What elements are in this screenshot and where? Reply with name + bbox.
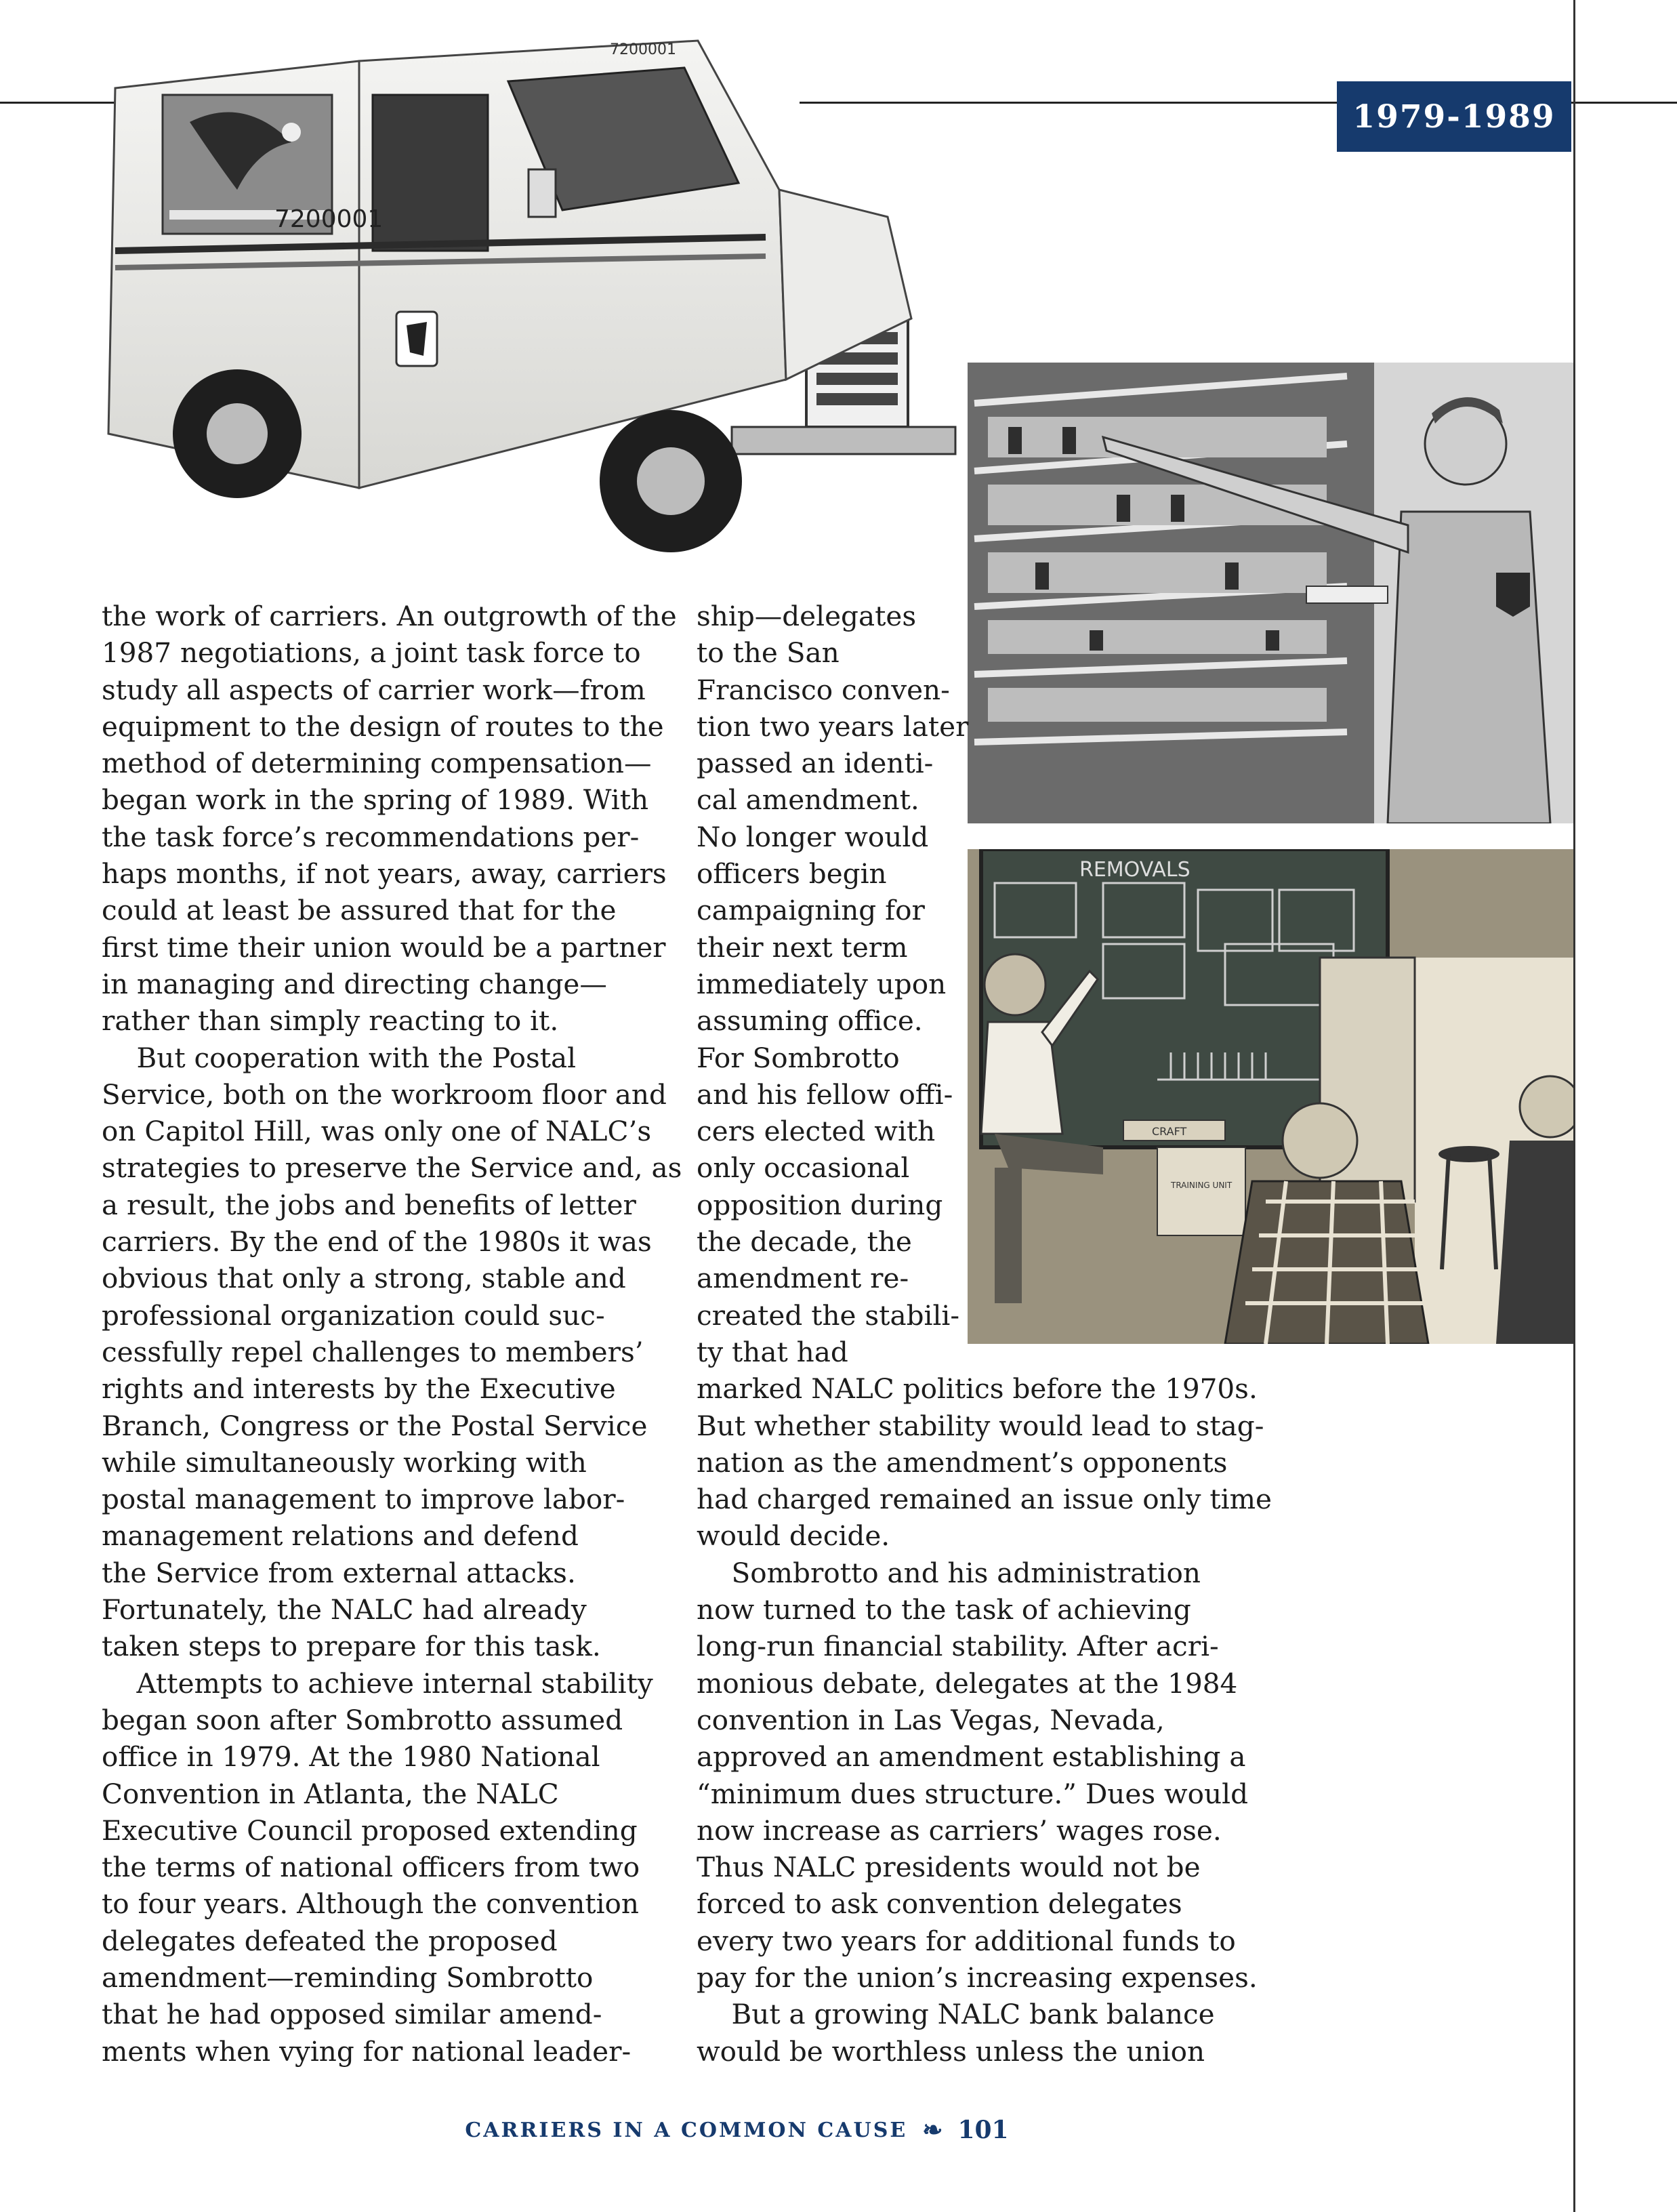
text-line: pay for the union’s increasing expenses. xyxy=(697,1961,1258,1994)
truck-number-side: 7200001 xyxy=(274,205,384,233)
truck-number-roof: 7200001 xyxy=(610,41,676,58)
page-number: 101 xyxy=(957,2116,1009,2144)
text-line: Sombrotto and his administration xyxy=(697,1556,1201,1589)
text-line: the terms of national officers from two xyxy=(102,1851,640,1884)
text-line: passed an identi- xyxy=(697,747,934,780)
text-line: while simultaneously working with xyxy=(102,1446,587,1479)
text-line: amendment re- xyxy=(697,1262,909,1295)
text-line: rather than simply reacting to it. xyxy=(102,1004,559,1038)
text-line: now increase as carriers’ wages rose. xyxy=(697,1814,1222,1847)
text-line: haps months, if not years, away, carriers xyxy=(102,857,667,890)
text-line: campaigning for xyxy=(697,894,925,927)
text-line: ments when vying for national leader- xyxy=(102,2034,632,2068)
text-line: officers begin xyxy=(697,857,887,890)
text-line: Attempts to achieve internal stability xyxy=(102,1666,653,1700)
text-line: tion two years later xyxy=(697,710,969,743)
text-line: in managing and directing change— xyxy=(102,967,607,1000)
text-line: approved an amendment establishing a xyxy=(697,1740,1246,1774)
text-line: and his fellow offi- xyxy=(697,1078,953,1111)
text-line: But a growing NALC bank balance xyxy=(697,1998,1215,2031)
text-line: But whether stability would lead to stag- xyxy=(697,1409,1264,1442)
text-line: their next term xyxy=(697,930,908,964)
text-line: equipment to the design of routes to the xyxy=(102,710,664,743)
text-line: delegates defeated the proposed xyxy=(102,1924,558,1957)
text-line: created the stabili- xyxy=(697,1298,960,1332)
text-line: began work in the spring of 1989. With xyxy=(102,783,649,817)
text-line: 1987 negotiations, a joint task force to xyxy=(102,636,641,670)
text-line: ship—delegates xyxy=(697,600,917,632)
text-line: began soon after Sombrotto assumed xyxy=(102,1703,623,1736)
text-line: taken steps to prepare for this task. xyxy=(102,1630,601,1663)
text-line: study all aspects of carrier work—from xyxy=(102,673,646,706)
text-line: could at least be assured that for the xyxy=(102,894,617,927)
text-line: forced to ask convention delegates xyxy=(697,1887,1182,1921)
text-line: every two years for additional funds to xyxy=(697,1924,1236,1957)
text-line: marked NALC politics before the 1970s. xyxy=(697,1372,1258,1406)
text-line: opposition during xyxy=(697,1188,943,1221)
text-line: convention in Las Vegas, Nevada, xyxy=(697,1703,1165,1736)
text-line: method of determining compensation— xyxy=(102,747,652,780)
text-line: Branch, Congress or the Postal Service xyxy=(102,1409,648,1442)
text-line: the decade, the xyxy=(697,1225,912,1258)
text-line: strategies to preserve the Service and, as xyxy=(102,1151,682,1185)
chalkboard-heading: REMOVALS xyxy=(1079,858,1191,882)
text-line: Thus NALC presidents would not be xyxy=(697,1851,1201,1884)
text-line: obvious that only a strong, stable and xyxy=(102,1262,626,1295)
text-line: nation as the amendment’s opponents xyxy=(697,1446,1228,1479)
footer-book-title: CARRIERS IN A COMMON CAUSE xyxy=(465,2118,908,2142)
text-line: carriers. By the end of the 1980s it was xyxy=(102,1225,652,1258)
text-line: the task force’s recommendations per- xyxy=(102,820,640,853)
text-line: monious debate, delegates at the 1984 xyxy=(697,1666,1238,1700)
text-line: For Sombrotto xyxy=(697,1041,900,1074)
text-line: amendment—reminding Sombrotto xyxy=(102,1961,594,1994)
training-unit-sign: TRAINING UNIT xyxy=(1171,1181,1233,1190)
text-line: on Capitol Hill, was only one of NALC’s xyxy=(102,1115,652,1148)
leaf-ornament-icon: ❧ xyxy=(922,2116,943,2144)
text-line: had charged remained an issue only time xyxy=(697,1483,1272,1516)
text-line: assuming office. xyxy=(697,1004,923,1038)
text-line: only occasional xyxy=(697,1151,910,1185)
text-line: a result, the jobs and benefits of letter xyxy=(102,1188,636,1221)
text-line: long-run financial stability. After acri- xyxy=(697,1630,1219,1663)
text-line: first time their union would be a partner xyxy=(102,930,666,964)
text-line: Service, both on the workroom floor and xyxy=(102,1078,667,1111)
text-line: Convention in Atlanta, the NALC xyxy=(102,1777,559,1810)
photo-mail-truck xyxy=(88,14,1050,569)
text-line: that he had opposed similar amend- xyxy=(102,1998,602,2031)
text-line: cessfully repel challenges to members’ xyxy=(102,1335,644,1368)
text-line: But cooperation with the Postal xyxy=(102,1041,577,1074)
board-tag: CRAFT xyxy=(1152,1125,1187,1138)
text-line: to the San xyxy=(697,636,840,670)
text-line: Francisco conven- xyxy=(697,673,950,706)
text-line: “minimum dues structure.” Dues would xyxy=(697,1777,1249,1810)
text-line: ty that had xyxy=(697,1335,848,1368)
text-line: No longer would xyxy=(697,820,929,853)
text-line: would be worthless unless the union xyxy=(697,2034,1205,2068)
right-text-column xyxy=(697,598,1272,2070)
era-badge: 1979-1989 xyxy=(1337,81,1571,152)
text-line: postal management to improve labor- xyxy=(102,1483,625,1516)
text-line: now turned to the task of achieving xyxy=(697,1593,1191,1626)
text-line: the Service from external attacks. xyxy=(102,1556,576,1589)
text-line: rights and interests by the Executive xyxy=(102,1372,616,1406)
text-line: cers elected with xyxy=(697,1115,936,1148)
text-line: Executive Council proposed extending xyxy=(102,1814,638,1847)
text-line: immediately upon xyxy=(697,967,947,1000)
text-line: cal amendment. xyxy=(697,783,919,817)
text-line: to four years. Although the convention xyxy=(102,1887,639,1921)
text-line: the work of carriers. An outgrowth of the xyxy=(102,600,677,632)
text-line: would decide. xyxy=(697,1519,890,1553)
text-line: professional organization could suc- xyxy=(102,1298,605,1332)
page-footer xyxy=(0,2116,1677,2144)
page-edge-rule xyxy=(1573,0,1575,2212)
text-line: management relations and defend xyxy=(102,1519,579,1553)
left-text-column xyxy=(102,598,682,2070)
text-line: office in 1979. At the 1980 National xyxy=(102,1740,600,1774)
text-line: Fortunately, the NALC had already xyxy=(102,1593,587,1626)
